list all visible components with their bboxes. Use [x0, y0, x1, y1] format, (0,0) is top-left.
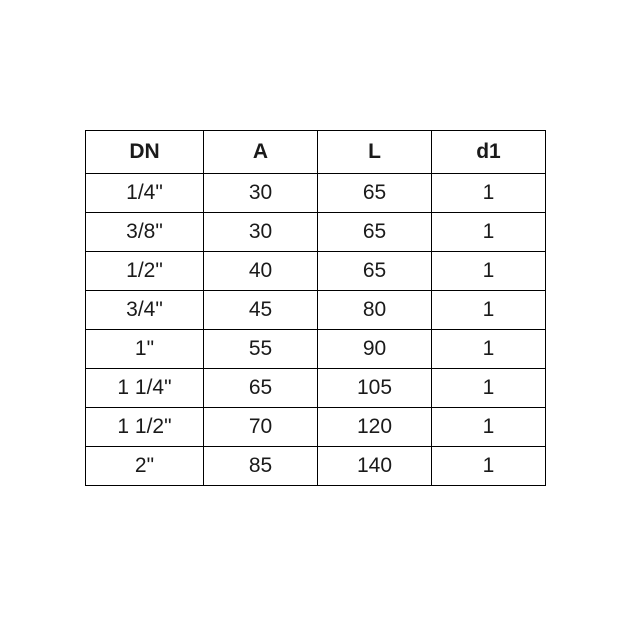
table-row [86, 291, 546, 330]
cell-l: 65 [318, 174, 432, 213]
cell-d1: 1 [432, 291, 546, 330]
cell-a: 70 [204, 408, 318, 447]
cell-dn: 3/8" [86, 213, 204, 252]
table-row [86, 447, 546, 486]
column-header-d1: d1 [432, 131, 546, 174]
cell-dn: 1" [86, 330, 204, 369]
cell-dn: 3/4" [86, 291, 204, 330]
cell-l: 80 [318, 291, 432, 330]
cell-l: 120 [318, 408, 432, 447]
cell-dn: 1/2" [86, 252, 204, 291]
cell-d1: 1 [432, 369, 546, 408]
cell-a: 30 [204, 174, 318, 213]
column-header-l: L [318, 131, 432, 174]
cell-l: 65 [318, 252, 432, 291]
cell-l: 90 [318, 330, 432, 369]
cell-a: 55 [204, 330, 318, 369]
specification-table-container [85, 130, 545, 486]
cell-dn: 1 1/2" [86, 408, 204, 447]
cell-d1: 1 [432, 330, 546, 369]
table-row [86, 174, 546, 213]
cell-a: 45 [204, 291, 318, 330]
cell-l: 105 [318, 369, 432, 408]
cell-a: 85 [204, 447, 318, 486]
table-row [86, 330, 546, 369]
cell-dn: 1 1/4" [86, 369, 204, 408]
cell-d1: 1 [432, 408, 546, 447]
cell-d1: 1 [432, 447, 546, 486]
column-header-dn: DN [86, 131, 204, 174]
column-header-a: A [204, 131, 318, 174]
table-row [86, 369, 546, 408]
table-header-row [86, 131, 546, 174]
specification-table [85, 130, 546, 486]
table-row [86, 213, 546, 252]
cell-dn: 2" [86, 447, 204, 486]
cell-d1: 1 [432, 174, 546, 213]
cell-l: 65 [318, 213, 432, 252]
cell-dn: 1/4" [86, 174, 204, 213]
table-header [86, 131, 546, 174]
table-body [86, 174, 546, 486]
cell-d1: 1 [432, 213, 546, 252]
cell-a: 40 [204, 252, 318, 291]
cell-l: 140 [318, 447, 432, 486]
cell-d1: 1 [432, 252, 546, 291]
cell-a: 30 [204, 213, 318, 252]
cell-a: 65 [204, 369, 318, 408]
table-row [86, 252, 546, 291]
table-row [86, 408, 546, 447]
